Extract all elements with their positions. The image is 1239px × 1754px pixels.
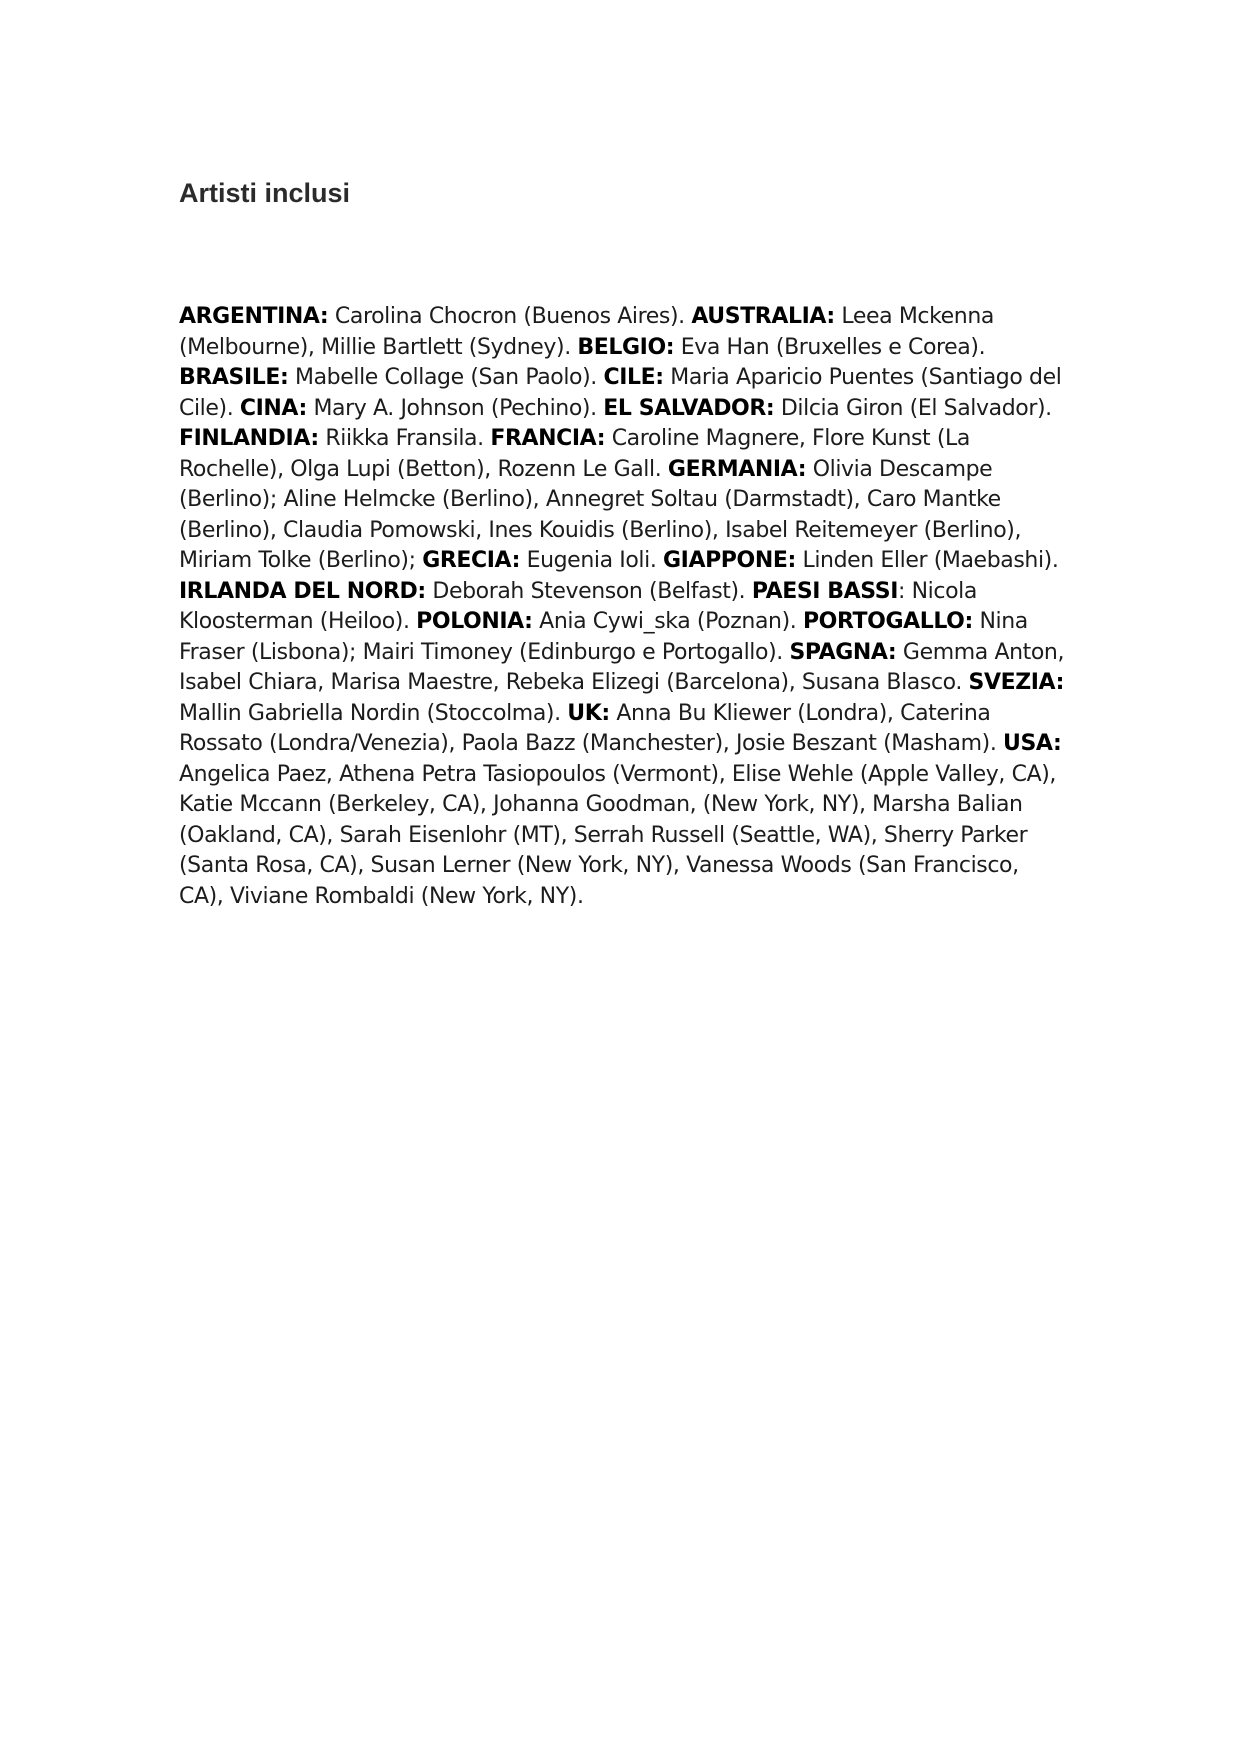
country-label: BRASILE: [179,365,289,390]
country-label: PAESI BASSI [751,578,898,604]
country-label: GERMANIA: [667,456,807,482]
country-label: EL SALVADOR: [603,395,775,421]
artist-list: Eugenia Ioli. [519,548,664,573]
artist-list: Anna Bu Kliewer (Londra), Caterina Rossato (Londra/Venezia), Paola Bazz (Manchester), Josie Beszant (Masham). [179,700,1004,756]
artist-list: Carolina Chocron (Buenos Aires). [328,304,692,329]
country-label: POLONIA: [416,609,533,634]
artist-list: Angelica Paez, Athena Petra Tasiopoulos (Vermont), Elise Wehle (Apple Valley, CA), Katie Mccann (Berkeley, CA), Johanna Goodman, (New York, NY), Marsha Balian (Oakland, CA), Sarah Eisenlohr (MT), Serrah Russell (Seattle, WA), Sherry Parker (Santa Rosa, CA), Susan Lerner (New York, NY), Vanessa Woods (San Francisco, CA), Viviane Rombaldi (New York, NY). [179,761,1056,909]
artist-list: Mabelle Collage (San Paolo). [288,365,604,390]
country-label: UK: [567,700,610,726]
country-label: SVEZIA: [968,670,1064,695]
artist-list: Mallin Gabriella Nordin (Stoccolma). [179,700,568,726]
artist-list: Ania Cywi_ska (Poznan). [532,609,803,634]
artist-list: Dilcia Giron (El Salvador). [774,395,1052,421]
country-label: IRLANDA DEL NORD: [179,578,426,604]
country-label: FRANCIA: [490,426,606,451]
country-label: USA: [1003,731,1062,756]
country-label: CINA: [239,395,307,421]
artist-list: Maria Aparicio Puentes (Santiago del Cile). [179,365,1062,421]
artist-list: Deborah Stevenson (Belfast). [425,578,752,604]
country-label: GRECIA: [422,548,520,573]
artist-list: Gemma Anton, Isabel Chiara, Marisa Maestre, Rebeka Elizegi (Barcelona), Susana Blasco. [179,639,1065,695]
country-label: BELGIO: [577,334,675,360]
artist-list: Nina Fraser (Lisbona); Mairi Timoney (Edinburgo e Portogallo). [179,609,1028,665]
artists-paragraph [179,302,1069,912]
artist-list: : Nicola Kloosterman (Heiloo). [179,578,977,634]
country-label: CILE: [603,365,664,390]
country-label: ARGENTINA: [179,304,329,329]
artist-list: Riikka Fransila. [318,426,491,451]
country-label: GIAPPONE: [663,548,796,573]
artist-list: Leea Mckenna (Melbourne), Millie Bartlett (Sydney). [179,304,994,360]
artist-list: Eva Han (Bruxelles e Corea). [674,334,986,360]
country-label: PORTOGALLO: [802,609,973,634]
artist-list: Mary A. Johnson (Pechino). [306,395,604,421]
country-label: FINLANDIA: [179,426,319,451]
artist-list: Linden Eller (Maebashi). [795,548,1059,573]
country-label: AUSTRALIA: [691,304,835,329]
page-title: Artisti inclusi [179,178,351,208]
artist-list: Olivia Descampe (Berlino); Aline Helmcke (Berlino), Annegret Soltau (Darmstadt), Caro Mantke (Berlino), Claudia Pomowski, Ines Kouidis (Berlino), Isabel Reitemeyer (Berlino), Miriam Tolke (Berlino); [179,456,1022,573]
artist-list: Caroline Magnere, Flore Kunst (La Rochelle), Olga Lupi (Betton), Rozenn Le Gall. [179,426,970,482]
country-label: SPAGNA: [789,639,897,665]
